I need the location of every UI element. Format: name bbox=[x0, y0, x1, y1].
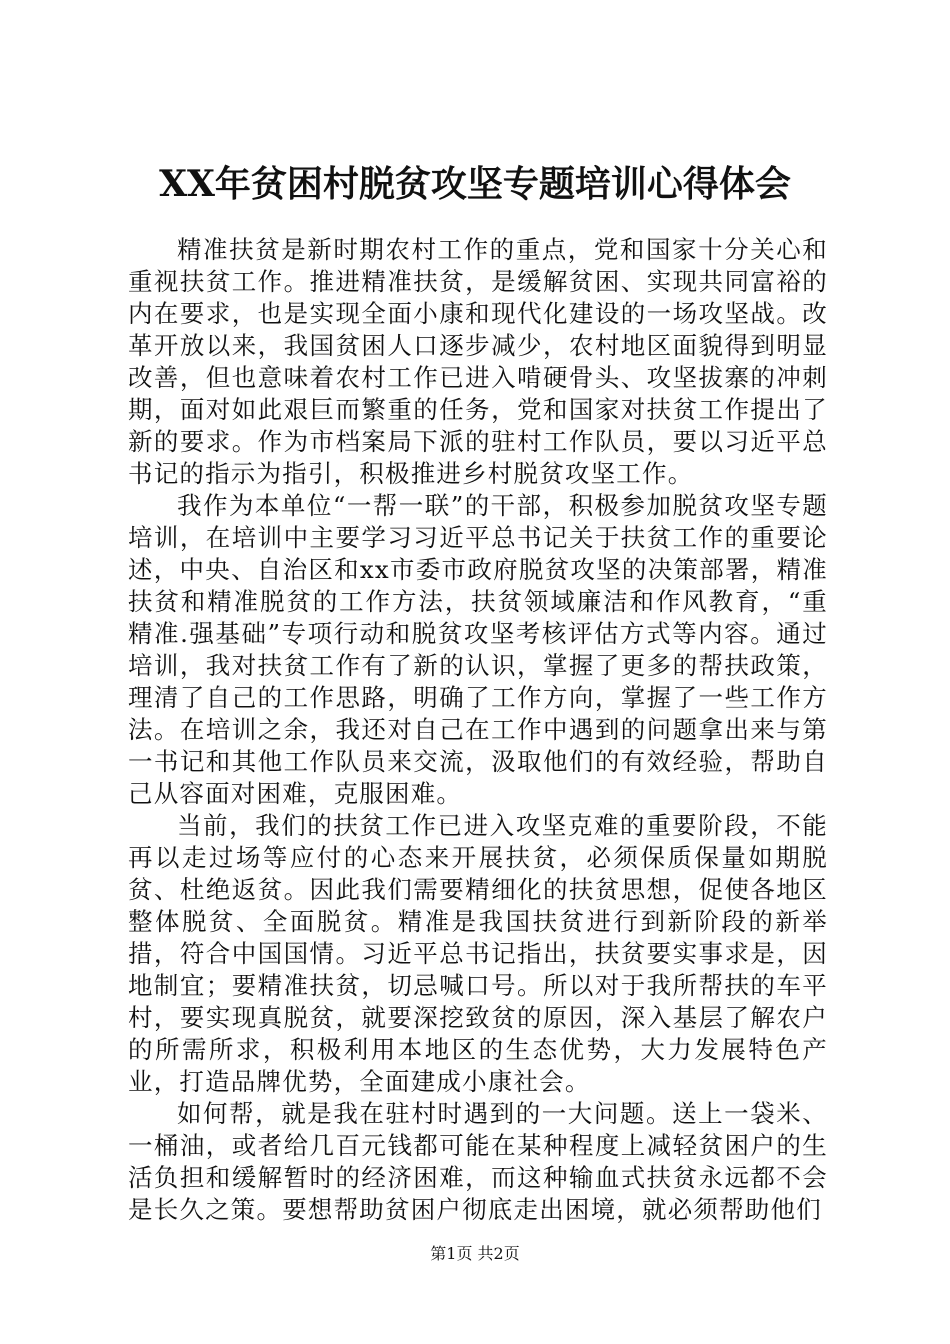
page-number-footer: 第1页 共2页 bbox=[430, 1244, 520, 1263]
paragraph-1: 精准扶贫是新时期农村工作的重点，党和国家十分关心和重视扶贫工作。推进精准扶贫，是缓解贫困、实现共同富裕的内在要求，也是实现全面小康和现代化建设的一场攻坚战。改革开放以来，我国贫困人口逐步减少，农村地区面貌得到明显改善，但也意味着农村工作已进入啃硬骨头、攻坚拔寨的冲刺期，面对如此艰巨而繁重的任务，党和国家对扶贫工作提出了新的要求。作为市档案局下派的驻村工作队员，要以习近平总书记的指示为指引，积极推进乡村脱贫攻坚工作。 bbox=[128, 235, 828, 488]
document-title: XX年贫困村脱贫攻坚专题培训心得体会 bbox=[159, 163, 791, 205]
paragraph-4: 如何帮，就是我在驻村时遇到的一大问题。送上一袋米、一桶油，或者给几百元钱都可能在某种程度上减轻贫困户的生活负担和缓解暂时的经济困难，而这种输血式扶贫永远都不会是长久之策。要想帮助贫困户彻底走出困境，就必须帮助他们 bbox=[128, 1099, 828, 1224]
paragraph-3: 当前，我们的扶贫工作已进入攻坚克难的重要阶段，不能再以走过场等应付的心态来开展扶贫，必须保质保量如期脱贫、杜绝返贫。因此我们需要精细化的扶贫思想，促使各地区整体脱贫、全面脱贫。精准是我国扶贫进行到新阶段的新举措，符合中国国情。习近平总书记指出，扶贫要实事求是，因地制宜；要精准扶贫，切忌喊口号。所以对于我所帮扶的车平村，要实现真脱贫，就要深挖致贫的原因，深入基层了解农户的所需所求，积极利用本地区的生态优势，大力发展特色产业，打造品牌优势，全面建成小康社会。 bbox=[128, 811, 828, 1096]
document-body bbox=[128, 234, 828, 1226]
paragraph-2: 我作为本单位“一帮一联”的干部，积极参加脱贫攻坚专题培训，在培训中主要学习习近平总书记关于扶贫工作的重要论述，中央、自治区和xx市委市政府脱贫攻坚的决策部署，精准扶贫和精准脱贫的工作方法，扶贫领域廉洁和作风教育，“重精准.强基础”专项行动和脱贫攻坚考核评估方式等内容。通过培训，我对扶贫工作有了新的认识，掌握了更多的帮扶政策，理清了自己的工作思路，明确了工作方向，掌握了一些工作方法。在培训之余，我还对自己在工作中遇到的问题拿出来与第一书记和其他工作队员来交流，汲取他们的有效经验，帮助自己从容面对困难，克服困难。 bbox=[128, 491, 828, 808]
